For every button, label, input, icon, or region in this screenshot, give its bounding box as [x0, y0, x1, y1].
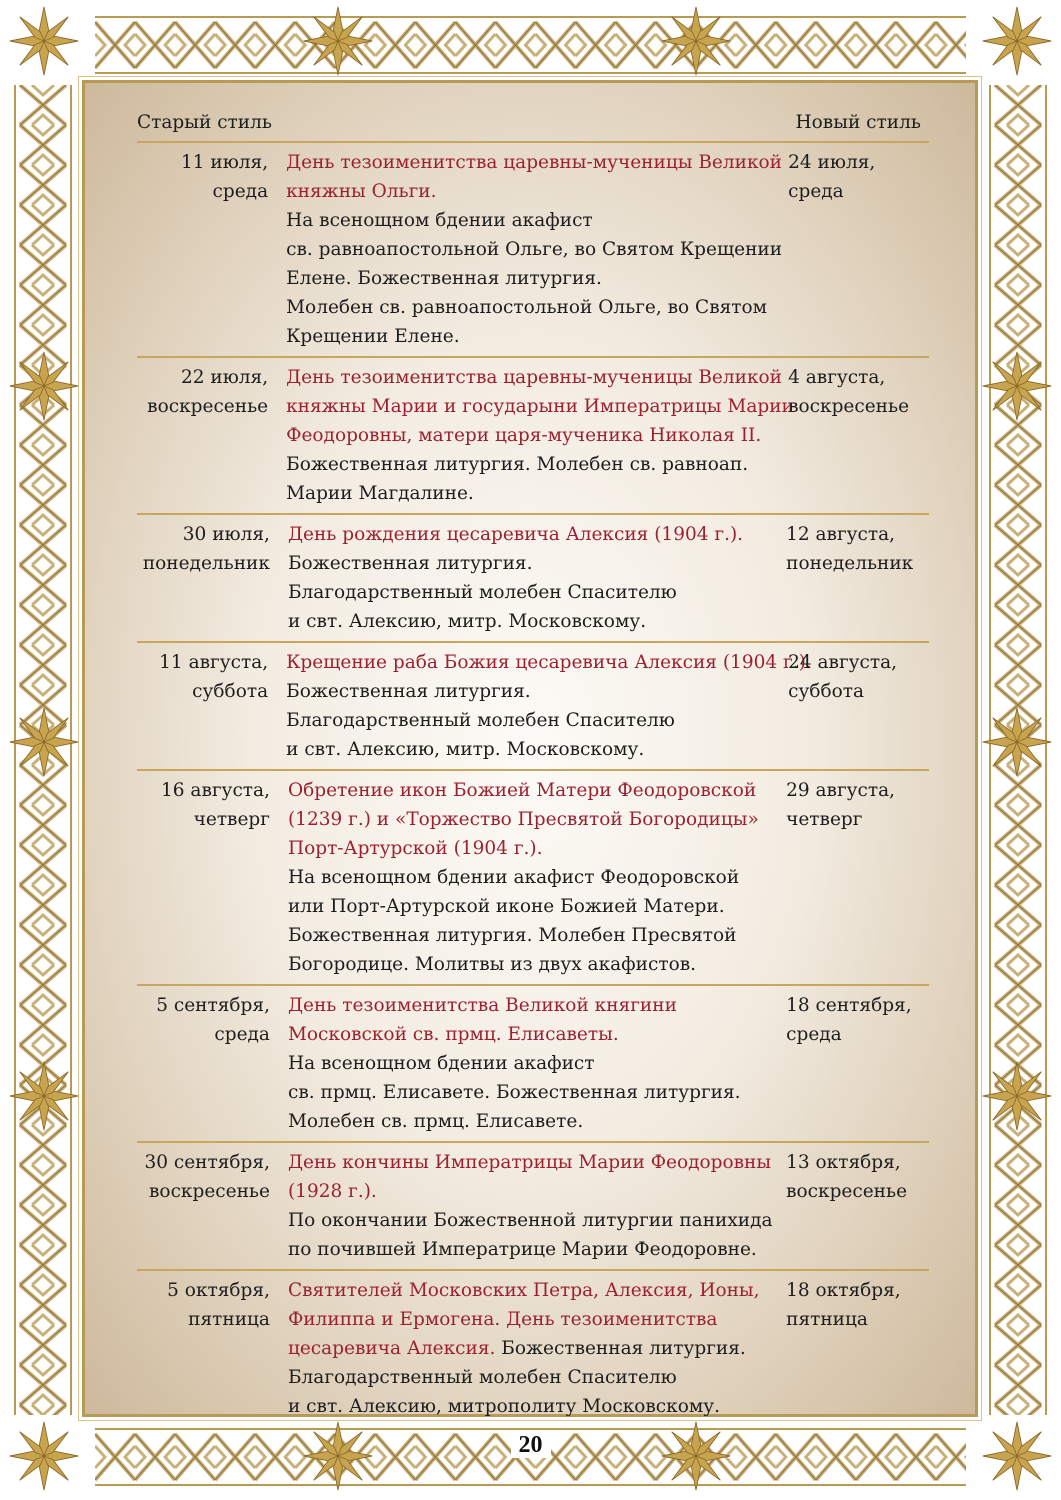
event-description: [278, 1276, 780, 1421]
event-text: Елене. Божественная литургия.: [286, 268, 602, 289]
star-ornament-icon: [981, 1060, 1053, 1132]
new-date: 24 июля,: [788, 152, 876, 173]
old-date: 11 августа,: [159, 652, 269, 673]
old-weekday: суббота: [192, 681, 269, 702]
star-ornament-icon: [8, 350, 80, 422]
table-row: [137, 143, 929, 358]
event-title: День кончины Императрицы Марии Феодоровны: [287, 1152, 772, 1173]
new-date: 4 августа,: [788, 367, 886, 388]
event-title: День тезоименитства царевны-мученицы Великой: [286, 152, 782, 173]
new-style-date: [780, 1148, 929, 1264]
old-weekday: четверг: [193, 809, 270, 830]
table-row: [137, 643, 929, 771]
star-ornament-icon: [8, 706, 80, 778]
event-title: Порт-Артурской (1904 г.).: [287, 838, 543, 859]
table-row: [137, 771, 929, 986]
calendar-table: [137, 105, 929, 1426]
star-ornament-icon: [660, 5, 732, 77]
new-weekday: пятница: [786, 1309, 868, 1330]
event-text: Молебен св. прмц. Елисавете.: [287, 1111, 584, 1132]
table-header: [137, 105, 929, 143]
new-date: 29 августа,: [786, 780, 896, 801]
new-date: 24 августа,: [788, 652, 898, 673]
old-date: 5 октября,: [167, 1280, 270, 1301]
star-ornament-icon: [981, 706, 1053, 778]
event-title: княжны Марии и государыни Императрицы Марии: [286, 396, 794, 417]
old-date: 5 сентября,: [156, 995, 270, 1016]
event-title: цесаревича Алексия.: [287, 1338, 496, 1359]
event-description: [278, 520, 780, 636]
new-weekday: среда: [788, 181, 844, 202]
event-text: Марии Магдалине.: [286, 483, 474, 504]
new-weekday: суббота: [788, 681, 865, 702]
event-title: Феодоровны, матери царя-мученика Николая II.: [286, 425, 762, 446]
event-text: и свт. Алексию, митр. Московскому.: [287, 611, 647, 632]
old-style-date: [137, 991, 278, 1136]
event-text: Божественная литургия.: [495, 1338, 746, 1359]
old-style-date: [137, 520, 278, 636]
event-title: Московской св. прмц. Елисаветы.: [287, 1024, 619, 1045]
old-date: 22 июля,: [180, 367, 269, 388]
event-text: Божественная литургия.: [286, 681, 531, 702]
new-style-date: [782, 148, 929, 351]
event-title: княжны Ольги.: [286, 181, 437, 202]
event-title: (1239 г.) и «Торжество Пресвятой Богородицы»: [287, 809, 759, 830]
event-text: Благодарственный молебен Спасителю: [287, 582, 677, 603]
event-description: [276, 148, 782, 351]
event-text: Божественная литургия. Молебен Пресвятой: [287, 925, 737, 946]
event-text: Богородице. Молитвы из двух акафистов.: [287, 954, 697, 975]
event-text: Божественная литургия.: [287, 553, 533, 574]
page-number-label: 20: [511, 1432, 551, 1458]
event-text: Крещении Елене.: [286, 326, 460, 347]
old-style-date: [137, 148, 276, 351]
new-date: 13 октября,: [786, 1152, 901, 1173]
old-date: 16 августа,: [161, 780, 270, 801]
event-text: На всенощном бдении акафист: [287, 1053, 595, 1074]
new-weekday: среда: [786, 1024, 842, 1045]
new-style-date: [782, 363, 929, 508]
event-title: (1928 г.).: [287, 1181, 377, 1202]
star-ornament-icon: [8, 1060, 80, 1132]
event-title: День рождения цесаревича Алексия (1904 г.).: [287, 524, 744, 545]
new-date: 12 августа,: [786, 524, 896, 545]
event-text: По окончании Божественной литургии панихида: [287, 1210, 773, 1231]
event-title: Обретение икон Божией Матери Феодоровской: [287, 780, 757, 801]
new-weekday: воскресенье: [786, 1181, 908, 1202]
event-description: [278, 1148, 780, 1264]
new-style-header: Новый стиль: [795, 112, 921, 133]
new-date: 18 сентября,: [786, 995, 912, 1016]
old-style-date: [137, 1276, 278, 1421]
page-number: [0, 1432, 1061, 1459]
new-weekday: четверг: [786, 809, 863, 830]
event-title: Святителей Московских Петра, Алексия, Ионы,: [287, 1280, 760, 1301]
event-description: [276, 363, 794, 508]
event-description: [278, 776, 780, 979]
event-description: [278, 991, 780, 1136]
new-style-date: [780, 776, 929, 979]
event-title: Крещение раба Божия цесаревича Алексия (1904 г.).: [286, 652, 812, 673]
table-row: [137, 1271, 929, 1426]
event-description: [276, 648, 812, 764]
table-row: [137, 1143, 929, 1271]
old-style-date: [137, 363, 276, 508]
event-text: по почившей Императрице Марии Феодоровне.: [287, 1239, 757, 1260]
old-style-date: [137, 1148, 278, 1264]
table-row: [137, 986, 929, 1143]
content-panel: [82, 80, 978, 1417]
event-text: Молебен св. равноапостольной Ольге, во Святом: [286, 297, 768, 318]
event-text: На всенощном бдении акафист Феодоровской: [287, 867, 740, 888]
old-date: 11 июля,: [180, 152, 269, 173]
old-style-header: Старый стиль: [137, 112, 272, 133]
old-weekday: среда: [214, 1024, 270, 1045]
event-title: День тезоименитства царевны-мученицы Великой: [286, 367, 782, 388]
old-style-date: [137, 648, 276, 764]
table-row: [137, 515, 929, 643]
old-weekday: воскресенье: [149, 1181, 270, 1202]
star-ornament-icon: [8, 5, 80, 77]
old-date: 30 сентября,: [144, 1152, 270, 1173]
border-ornament-top: [95, 14, 966, 76]
event-text: Благодарственный молебен Спасителю: [287, 1367, 677, 1388]
old-weekday: воскресенье: [147, 396, 269, 417]
new-style-date: [782, 648, 929, 764]
new-style-date: [780, 520, 929, 636]
old-date: 30 июля,: [182, 524, 270, 545]
event-text: На всенощном бдении акафист: [286, 210, 593, 231]
old-weekday: пятница: [188, 1309, 270, 1330]
old-style-date: [137, 776, 278, 979]
new-weekday: воскресенье: [788, 396, 910, 417]
event-text: Божественная литургия. Молебен св. равноап.: [286, 454, 749, 475]
new-date: 18 октября,: [786, 1280, 901, 1301]
event-title: Филиппа и Ермогена. День тезоименитства: [287, 1309, 718, 1330]
new-style-date: [780, 1276, 929, 1421]
event-text: св. прмц. Елисавете. Божественная литургия.: [287, 1082, 741, 1103]
event-text: и свт. Алексию, митрополиту Московскому.: [287, 1396, 721, 1417]
event-text: или Порт-Артурской иконе Божией Матери.: [287, 896, 725, 917]
new-weekday: понедельник: [786, 553, 914, 574]
star-ornament-icon: [302, 5, 374, 77]
event-text: Благодарственный молебен Спасителю: [286, 710, 675, 731]
star-ornament-icon: [981, 5, 1053, 77]
old-weekday: понедельник: [142, 553, 270, 574]
event-text: и свт. Алексию, митр. Московскому.: [286, 739, 645, 760]
old-weekday: среда: [212, 181, 269, 202]
event-title: День тезоименитства Великой княгини: [287, 995, 677, 1016]
table-row: [137, 358, 929, 515]
event-text: св. равноапостольной Ольге, во Святом Крещении: [286, 239, 783, 260]
new-style-date: [780, 991, 929, 1136]
star-ornament-icon: [981, 350, 1053, 422]
event-mixed-line: [288, 1334, 778, 1363]
